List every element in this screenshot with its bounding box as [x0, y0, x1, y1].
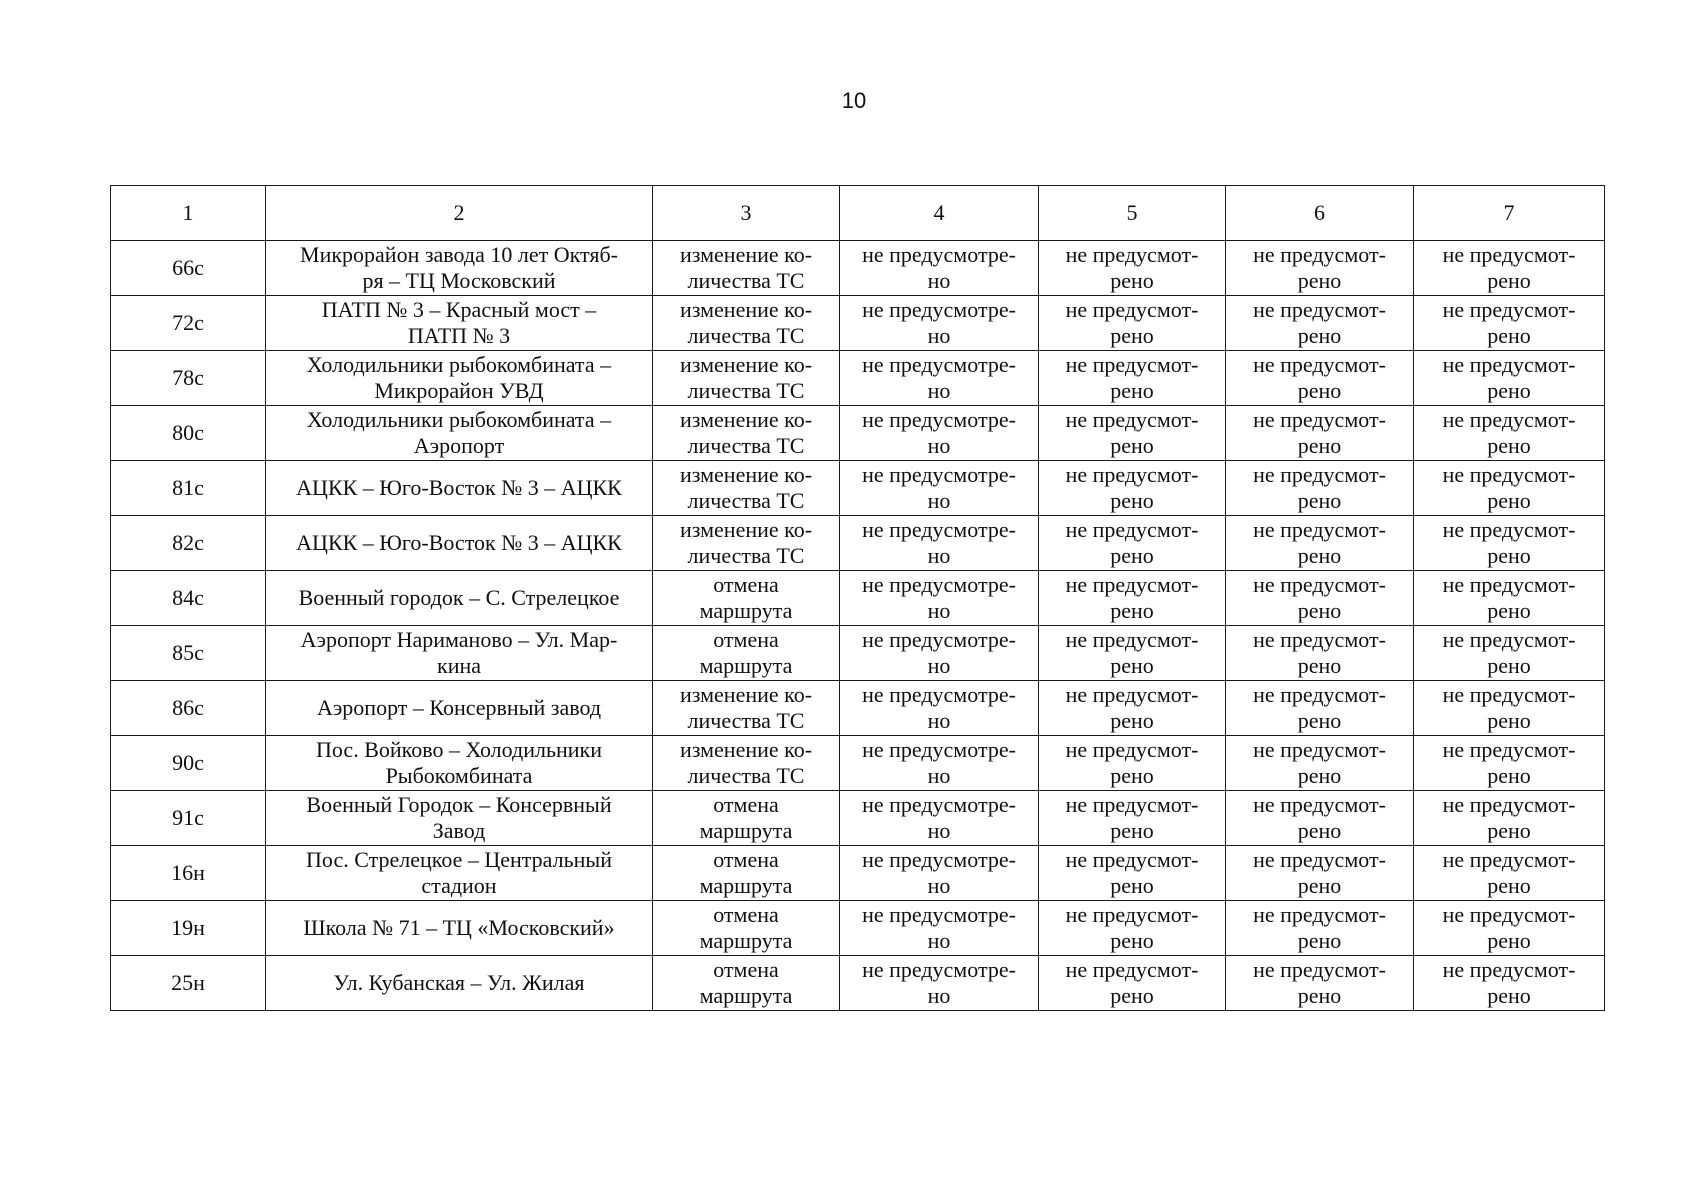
cell-line: не предусмот- — [1253, 572, 1386, 597]
cell-line: не предусмотре- — [862, 627, 1016, 652]
cell-line: рено — [1487, 598, 1531, 623]
cell-line: АЦКК – Юго-Восток № 3 – АЦКК — [296, 530, 622, 555]
change-type-cell — [653, 626, 840, 681]
route-number-cell: 19н — [111, 901, 266, 956]
cell-line: рено — [1487, 873, 1531, 898]
column-4-cell — [840, 406, 1039, 461]
cell-line: рено — [1297, 653, 1342, 678]
cell-line: не предусмот- — [1442, 297, 1576, 322]
cell-line: рено — [1110, 928, 1154, 953]
change-type-cell — [653, 351, 840, 406]
cell-line: Пос. Войково – Холодильники — [316, 737, 602, 762]
cell-line: но — [927, 433, 951, 458]
table-row — [111, 241, 1605, 296]
cell-line: рено — [1110, 433, 1154, 458]
cell-line: рено — [1110, 708, 1154, 733]
cell-line: рено — [1297, 488, 1342, 513]
cell-line: рено — [1110, 378, 1154, 403]
cell-line: не предусмот- — [1442, 242, 1576, 267]
route-number-cell: 84с — [111, 571, 266, 626]
route-name-cell — [266, 681, 653, 736]
cell-line: не предусмот- — [1253, 352, 1386, 377]
cell-line: рено — [1487, 708, 1531, 733]
cell-line: но — [927, 763, 951, 788]
column-6-cell — [1226, 461, 1414, 516]
column-6-cell — [1226, 681, 1414, 736]
column-5-cell — [1039, 516, 1226, 571]
column-4-cell — [840, 571, 1039, 626]
table-row — [111, 296, 1605, 351]
column-5-cell — [1039, 791, 1226, 846]
column-7-cell — [1414, 516, 1605, 571]
cell-line: не предусмот- — [1065, 737, 1199, 762]
cell-line: рено — [1487, 268, 1531, 293]
column-5-cell — [1039, 571, 1226, 626]
cell-line: изменение ко- — [679, 682, 813, 707]
cell-line: рено — [1487, 818, 1531, 843]
cell-line: маршрута — [699, 873, 793, 898]
cell-line: не предусмот- — [1065, 902, 1199, 927]
table-row — [111, 681, 1605, 736]
cell-line: не предусмотре- — [862, 847, 1016, 872]
route-number-cell: 91с — [111, 791, 266, 846]
column-7-cell — [1414, 351, 1605, 406]
cell-line: рено — [1487, 323, 1531, 348]
column-7-cell — [1414, 406, 1605, 461]
column-header: 3 — [653, 186, 840, 241]
cell-line: не предусмот- — [1442, 902, 1576, 927]
cell-line: не предусмот- — [1442, 847, 1576, 872]
change-type-cell — [653, 736, 840, 791]
cell-line: маршрута — [699, 598, 793, 623]
column-7-cell — [1414, 791, 1605, 846]
cell-line: Холодильники рыбокомбината – — [306, 352, 612, 377]
cell-line: не предусмот- — [1065, 297, 1199, 322]
cell-line: не предусмот- — [1065, 792, 1199, 817]
cell-line: Школа № 71 – ТЦ «Московский» — [303, 915, 615, 940]
cell-line: рено — [1297, 543, 1342, 568]
cell-line: рено — [1297, 598, 1342, 623]
cell-line: рено — [1297, 378, 1342, 403]
column-5-cell — [1039, 736, 1226, 791]
route-name-cell — [266, 296, 653, 351]
cell-line: не предусмот- — [1065, 242, 1199, 267]
cell-line: но — [927, 543, 951, 568]
column-5-cell — [1039, 406, 1226, 461]
column-header: 6 — [1226, 186, 1414, 241]
table-row — [111, 461, 1605, 516]
cell-line: Холодильники рыбокомбината – — [306, 407, 612, 432]
route-name-cell — [266, 516, 653, 571]
column-header: 7 — [1414, 186, 1605, 241]
cell-line: рено — [1487, 928, 1531, 953]
column-4-cell — [840, 736, 1039, 791]
cell-line: рено — [1487, 763, 1531, 788]
column-4-cell — [840, 351, 1039, 406]
cell-line: маршрута — [699, 928, 793, 953]
cell-line: не предусмотре- — [862, 737, 1016, 762]
cell-line: маршрута — [699, 983, 793, 1008]
cell-line: Ул. Кубанская – Ул. Жилая — [333, 970, 585, 995]
route-number-cell: 80с — [111, 406, 266, 461]
cell-line: не предусмот- — [1253, 847, 1386, 872]
column-7-cell — [1414, 241, 1605, 296]
cell-line: отмена — [713, 792, 779, 817]
cell-line: кина — [437, 653, 481, 678]
cell-line: рено — [1297, 873, 1342, 898]
cell-line: маршрута — [699, 818, 793, 843]
route-number-cell: 82с — [111, 516, 266, 571]
cell-line: не предусмот- — [1253, 627, 1386, 652]
cell-line: Микрорайон завода 10 лет Октяб- — [300, 242, 618, 267]
cell-line: личества ТС — [687, 323, 805, 348]
route-number-cell: 25н — [111, 956, 266, 1011]
column-5-cell — [1039, 956, 1226, 1011]
cell-line: маршрута — [699, 653, 793, 678]
cell-line: не предусмот- — [1065, 407, 1199, 432]
cell-line: не предусмот- — [1442, 682, 1576, 707]
cell-line: не предусмотре- — [862, 572, 1016, 597]
cell-line: Пос. Стрелецкое – Центральный — [306, 847, 612, 872]
cell-line: рено — [1297, 268, 1342, 293]
table-row — [111, 351, 1605, 406]
cell-line: отмена — [713, 627, 779, 652]
table-row — [111, 626, 1605, 681]
cell-line: личества ТС — [687, 763, 805, 788]
cell-line: рено — [1110, 323, 1154, 348]
cell-line: не предусмот- — [1442, 572, 1576, 597]
column-7-cell — [1414, 296, 1605, 351]
cell-line: изменение ко- — [679, 737, 813, 762]
cell-line: не предусмот- — [1253, 462, 1386, 487]
cell-line: рено — [1297, 983, 1342, 1008]
change-type-cell — [653, 791, 840, 846]
column-5-cell — [1039, 461, 1226, 516]
cell-line: не предусмотре- — [862, 407, 1016, 432]
change-type-cell — [653, 461, 840, 516]
column-5-cell — [1039, 626, 1226, 681]
cell-line: но — [927, 268, 951, 293]
column-header: 4 — [840, 186, 1039, 241]
table-header-row — [111, 186, 1605, 241]
route-name-cell — [266, 461, 653, 516]
cell-line: изменение ко- — [679, 407, 813, 432]
cell-line: не предусмотре- — [862, 957, 1016, 982]
change-type-cell — [653, 681, 840, 736]
cell-line: но — [927, 488, 951, 513]
change-type-cell — [653, 956, 840, 1011]
cell-line: не предусмот- — [1442, 352, 1576, 377]
cell-line: но — [927, 653, 951, 678]
column-7-cell — [1414, 681, 1605, 736]
route-number-cell: 72с — [111, 296, 266, 351]
cell-line: ПАТП № 3 – Красный мост – — [321, 297, 597, 322]
cell-line: Военный городок – С. Стрелецкое — [298, 585, 620, 610]
cell-line: рено — [1110, 598, 1154, 623]
route-name-cell — [266, 406, 653, 461]
column-5-cell — [1039, 846, 1226, 901]
cell-line: личества ТС — [687, 708, 805, 733]
cell-line: не предусмотре- — [862, 682, 1016, 707]
cell-line: Аэропорт Нариманово – Ул. Мар- — [300, 627, 618, 652]
column-5-cell — [1039, 241, 1226, 296]
cell-line: не предусмотре- — [862, 902, 1016, 927]
cell-line: рено — [1110, 983, 1154, 1008]
route-name-cell — [266, 351, 653, 406]
route-number-cell: 66с — [111, 241, 266, 296]
column-7-cell — [1414, 461, 1605, 516]
column-7-cell — [1414, 571, 1605, 626]
column-6-cell — [1226, 516, 1414, 571]
cell-line: не предусмот- — [1253, 517, 1386, 542]
cell-line: но — [927, 378, 951, 403]
column-4-cell — [840, 791, 1039, 846]
cell-line: не предусмот- — [1065, 682, 1199, 707]
column-6-cell — [1226, 571, 1414, 626]
cell-line: не предусмот- — [1253, 407, 1386, 432]
cell-line: но — [927, 708, 951, 733]
cell-line: но — [927, 323, 951, 348]
column-5-cell — [1039, 296, 1226, 351]
cell-line: ря – ТЦ Московский — [362, 268, 556, 293]
column-5-cell — [1039, 681, 1226, 736]
column-4-cell — [840, 956, 1039, 1011]
column-6-cell — [1226, 351, 1414, 406]
cell-line: рено — [1297, 433, 1342, 458]
cell-line: личества ТС — [687, 433, 805, 458]
cell-line: но — [927, 873, 951, 898]
cell-line: Военный Городок – Консервный — [306, 792, 612, 817]
cell-line: рено — [1110, 763, 1154, 788]
route-name-cell — [266, 736, 653, 791]
cell-line: не предусмот- — [1442, 737, 1576, 762]
cell-line: рено — [1297, 763, 1342, 788]
cell-line: не предусмотре- — [862, 297, 1016, 322]
column-4-cell — [840, 241, 1039, 296]
column-header: 5 — [1039, 186, 1226, 241]
column-5-cell — [1039, 351, 1226, 406]
cell-line: Микрорайон УВД — [374, 378, 544, 403]
change-type-cell — [653, 571, 840, 626]
table-row — [111, 571, 1605, 626]
cell-line: рено — [1487, 543, 1531, 568]
cell-line: личества ТС — [687, 543, 805, 568]
cell-line: рено — [1487, 433, 1531, 458]
cell-line: не предусмот- — [1253, 682, 1386, 707]
route-number-cell: 85с — [111, 626, 266, 681]
cell-line: изменение ко- — [679, 352, 813, 377]
table-row — [111, 956, 1605, 1011]
cell-line: но — [927, 928, 951, 953]
cell-line: рено — [1110, 818, 1154, 843]
cell-line: рено — [1110, 873, 1154, 898]
cell-line: не предусмот- — [1253, 242, 1386, 267]
route-name-cell — [266, 241, 653, 296]
column-6-cell — [1226, 241, 1414, 296]
cell-line: рено — [1487, 983, 1531, 1008]
cell-line: не предусмот- — [1442, 957, 1576, 982]
cell-line: но — [927, 983, 951, 1008]
cell-line: изменение ко- — [679, 517, 813, 542]
column-4-cell — [840, 846, 1039, 901]
column-6-cell — [1226, 736, 1414, 791]
cell-line: рено — [1110, 543, 1154, 568]
cell-line: отмена — [713, 957, 779, 982]
cell-line: не предусмот- — [1442, 792, 1576, 817]
change-type-cell — [653, 846, 840, 901]
change-type-cell — [653, 241, 840, 296]
route-number-cell: 78с — [111, 351, 266, 406]
cell-line: не предусмот- — [1065, 627, 1199, 652]
route-name-cell — [266, 901, 653, 956]
table-row — [111, 791, 1605, 846]
route-name-cell — [266, 626, 653, 681]
cell-line: рено — [1297, 818, 1342, 843]
route-number-cell: 16н — [111, 846, 266, 901]
cell-line: Завод — [432, 818, 486, 843]
cell-line: личества ТС — [687, 378, 805, 403]
cell-line: не предусмот- — [1253, 902, 1386, 927]
column-6-cell — [1226, 956, 1414, 1011]
column-7-cell — [1414, 846, 1605, 901]
column-4-cell — [840, 681, 1039, 736]
table-row — [111, 406, 1605, 461]
cell-line: не предусмот- — [1253, 957, 1386, 982]
cell-line: не предусмотре- — [862, 792, 1016, 817]
cell-line: не предусмот- — [1065, 957, 1199, 982]
cell-line: Аэропорт – Консервный завод — [316, 695, 602, 720]
column-7-cell — [1414, 901, 1605, 956]
cell-line: Рыбокомбината — [385, 763, 533, 788]
cell-line: не предусмот- — [1065, 352, 1199, 377]
column-6-cell — [1226, 296, 1414, 351]
cell-line: не предусмот- — [1442, 462, 1576, 487]
cell-line: не предусмот- — [1442, 517, 1576, 542]
cell-line: рено — [1487, 488, 1531, 513]
column-4-cell — [840, 461, 1039, 516]
cell-line: не предусмот- — [1065, 462, 1199, 487]
cell-line: АЦКК – Юго-Восток № 3 – АЦКК — [296, 475, 622, 500]
cell-line: рено — [1487, 378, 1531, 403]
route-number-cell: 86с — [111, 681, 266, 736]
cell-line: рено — [1110, 268, 1154, 293]
column-6-cell — [1226, 406, 1414, 461]
column-6-cell — [1226, 791, 1414, 846]
cell-line: Аэропорт — [413, 433, 505, 458]
column-4-cell — [840, 901, 1039, 956]
cell-line: не предусмот- — [1253, 737, 1386, 762]
column-4-cell — [840, 626, 1039, 681]
cell-line: рено — [1297, 928, 1342, 953]
routes-table — [110, 185, 1605, 1011]
cell-line: не предусмот- — [1442, 627, 1576, 652]
column-4-cell — [840, 516, 1039, 571]
table-row — [111, 736, 1605, 791]
route-name-cell — [266, 846, 653, 901]
cell-line: рено — [1297, 708, 1342, 733]
change-type-cell — [653, 406, 840, 461]
cell-line: рено — [1110, 653, 1154, 678]
cell-line: рено — [1297, 323, 1342, 348]
route-name-cell — [266, 956, 653, 1011]
column-5-cell — [1039, 901, 1226, 956]
column-6-cell — [1226, 846, 1414, 901]
change-type-cell — [653, 901, 840, 956]
route-number-cell: 90с — [111, 736, 266, 791]
cell-line: не предусмот- — [1442, 407, 1576, 432]
column-7-cell — [1414, 736, 1605, 791]
column-4-cell — [840, 296, 1039, 351]
cell-line: не предусмотре- — [862, 242, 1016, 267]
cell-line: отмена — [713, 902, 779, 927]
page-number: 10 — [841, 88, 867, 113]
cell-line: не предусмот- — [1065, 517, 1199, 542]
cell-line: стадион — [421, 873, 497, 898]
cell-line: отмена — [713, 572, 779, 597]
cell-line: рено — [1487, 653, 1531, 678]
column-7-cell — [1414, 626, 1605, 681]
column-7-cell — [1414, 956, 1605, 1011]
cell-line: личества ТС — [687, 488, 805, 513]
change-type-cell — [653, 516, 840, 571]
column-6-cell — [1226, 626, 1414, 681]
cell-line: не предусмот- — [1065, 572, 1199, 597]
table-body — [111, 241, 1605, 1011]
cell-line: рено — [1110, 488, 1154, 513]
change-type-cell — [653, 296, 840, 351]
cell-line: ПАТП № 3 — [407, 323, 511, 348]
cell-line: но — [927, 598, 951, 623]
cell-line: изменение ко- — [679, 242, 813, 267]
route-name-cell — [266, 791, 653, 846]
route-name-cell — [266, 571, 653, 626]
table-row — [111, 516, 1605, 571]
cell-line: не предусмотре- — [862, 462, 1016, 487]
cell-line: не предусмотре- — [862, 352, 1016, 377]
cell-line: изменение ко- — [679, 462, 813, 487]
table-row — [111, 846, 1605, 901]
cell-line: не предусмотре- — [862, 517, 1016, 542]
cell-line: не предусмот- — [1253, 792, 1386, 817]
route-number-cell: 81с — [111, 461, 266, 516]
cell-line: изменение ко- — [679, 297, 813, 322]
cell-line: но — [927, 818, 951, 843]
column-6-cell — [1226, 901, 1414, 956]
cell-line: личества ТС — [687, 268, 805, 293]
cell-line: не предусмот- — [1253, 297, 1386, 322]
cell-line: не предусмот- — [1065, 847, 1199, 872]
cell-line: отмена — [713, 847, 779, 872]
column-header: 1 — [111, 186, 266, 241]
column-header: 2 — [266, 186, 653, 241]
table-row — [111, 901, 1605, 956]
